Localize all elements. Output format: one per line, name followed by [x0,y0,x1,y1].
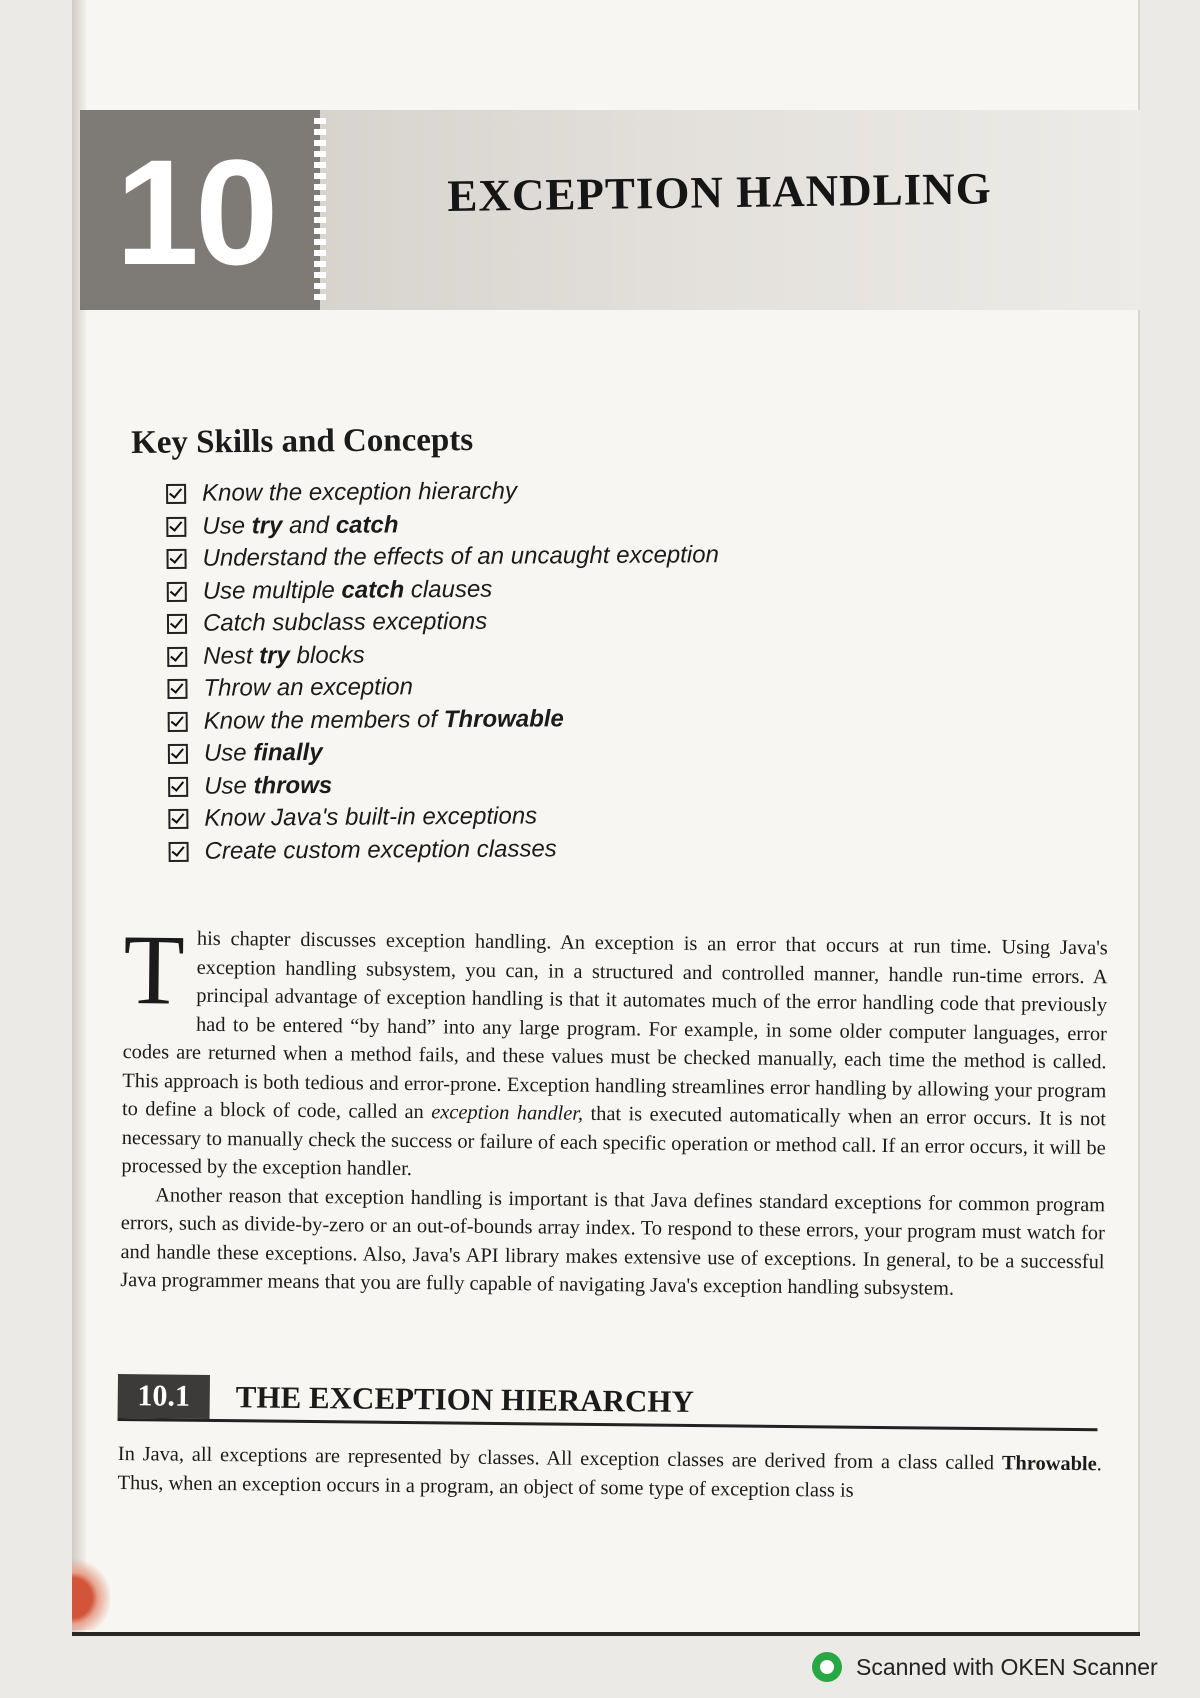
skill-item [168,734,721,770]
checkbox-checked-icon [167,679,187,699]
skill-text [204,801,537,835]
section-paragraph [117,1440,1102,1508]
chapter-number: 10 [115,128,275,296]
skill-item [166,507,719,543]
skill-text-segment: blocks [289,641,365,669]
skill-text-segment: Use [203,739,254,767]
skill-item [167,637,720,673]
intro-paragraph-2: Another reason that exception handling is important is that Java defines standard exceptions for common program errors, such as divide-by-zero or an out-of-bounds array index. To respond to these errors, your program must watch for and handle these exceptions. Also, Java's API library makes extensive use of exceptions. In general, to be a successful Java programmer means that you are fully capable of navigating Java's exception handling subsystem. [120,1183,1106,1300]
skill-text-segment: Use [204,772,254,800]
skill-keyword: try [251,511,283,540]
skill-item [168,832,721,868]
checkbox-checked-icon [169,842,189,862]
skill-text [202,476,517,510]
skill-item [168,702,721,738]
skill-keyword: throws [253,771,333,800]
banner-perforation [314,118,326,302]
section-paragraph-end: . Thus, when an exception occurs in a program, an object of some type of exception class is [117,1453,1102,1502]
skill-item [168,799,721,835]
skill-text [203,672,413,705]
skill-text-segment: Use multiple [202,576,342,605]
checkbox-checked-icon [168,777,188,797]
checkbox-checked-icon [167,614,187,634]
checkbox-checked-icon [167,582,187,602]
checkbox-checked-icon [167,647,187,667]
skill-item [166,539,719,575]
section-paragraph-start: In Java, all exceptions are represented by classes. All exception classes are derived from a class called [117,1442,1003,1475]
skill-text-segment: Catch subclass exceptions [202,608,488,637]
chapter-intro [120,914,1108,1305]
intro-paragraph-1-text: his chapter discusses exception handling. An exception is an error that occurs at run time. Using Java's exception handling subsystem, you can, in a structured and controlled manner, handle run-time errors. A principal advantage of exception handling is that it automates much of the error handling code that previously had to be entered “by hand” into any large program. For example, in some older computer languages, error codes are returned when a method fails, and these values must be checked manually, each time the method is called. This approach is both tedious and error-prone. Exception handling streamlines error handling by allowing your program to define a block of code, called an [121,927,1108,1124]
section-body [117,1440,1102,1508]
skill-text-segment: Use [202,512,252,540]
skill-item [166,474,719,510]
skill-text-segment: Know the exception hierarchy [202,477,518,507]
exception-handler-term: exception handler, [431,1101,584,1125]
skill-keyword: try [259,641,291,670]
checkbox-checked-icon [168,712,188,732]
skill-text [203,606,487,640]
page-corner-stain [72,1550,110,1630]
page-bottom-edge [72,1632,1140,1636]
skill-text [204,770,332,803]
skill-keyword: Throwable [443,704,564,733]
skill-text-segment: Nest [203,642,260,670]
skill-text-segment: clauses [404,575,493,604]
intro-paragraph-1-end: that is executed automatically when an error occurs. It is not necessary to manually check the success or failure of each specific operation or method call. If an error occurs, it will be processed by the exception handler. [121,1102,1107,1181]
checkbox-checked-icon [166,549,186,569]
skill-item [167,604,720,640]
scanner-watermark [812,1650,1158,1684]
skill-text [202,509,398,542]
key-skills-list [166,474,721,868]
skill-text [203,573,493,607]
skill-text-segment: Create custom exception classes [204,835,557,865]
checkbox-checked-icon [168,809,188,829]
skill-text [204,703,564,738]
skill-text-segment: Know Java's built-in exceptions [204,802,538,832]
section-number: 10.1 [118,1374,210,1419]
skill-text [204,737,323,770]
chapter-number-box [80,110,320,310]
skill-item [167,572,720,608]
scanner-text: Scanned with OKEN Scanner [856,1653,1158,1680]
checkbox-checked-icon [166,517,186,537]
skill-text [204,833,556,867]
oken-scanner-logo-icon [812,1652,842,1682]
throwable-term: Throwable [1001,1452,1097,1476]
skill-text-segment: and [282,511,336,539]
chapter-title: EXCEPTION HANDLING [447,163,992,221]
section-title: THE EXCEPTION HIERARCHY [235,1379,695,1420]
skill-text-segment: Know the members of [203,705,444,735]
skill-item [167,669,720,705]
checkbox-checked-icon [166,484,186,504]
skill-keyword: catch [335,511,399,539]
skill-text-segment: Understand the effects of an uncaught exception [202,541,720,572]
skill-text [203,639,365,672]
key-skills-heading: Key Skills and Concepts [131,422,474,461]
skill-text-segment: Throw an exception [203,673,414,702]
skill-text [202,539,719,575]
skill-item [168,767,721,803]
checkbox-checked-icon [168,744,188,764]
drop-cap: T [122,914,186,1026]
skill-keyword: catch [341,576,405,604]
skill-keyword: finally [253,739,323,767]
intro-paragraph-1 [121,914,1108,1191]
